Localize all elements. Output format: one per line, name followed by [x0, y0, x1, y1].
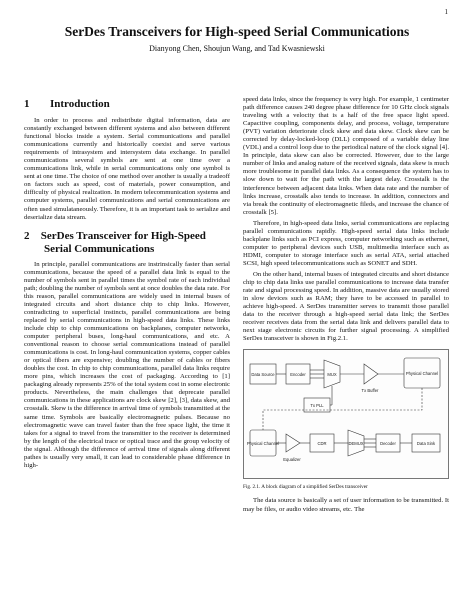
parallel-buses-paragraph: On the other hand, internal buses of integrated circuits and short distance chip to chip data links use parallel communications to increase data transfer rate and signal processing speed. In addition, massive data are usually stored in slow devices such as RAM; they have to be accessed in parallel to achieve high-speed. A SerDes transmitter serves to transmit those parallel data to the receiver through a high-speed serial data link; the SerDes receiver receives data from the serial data link and delivers parallel data to next stage electronic circuits for further signal processing. A simplified SerDes transceiver is shown in Fig.2.1. [243, 270, 449, 343]
tx-pll-label: Tx PLL [310, 403, 324, 409]
section-1-heading [24, 98, 230, 111]
left-column [24, 98, 230, 473]
mux-label: MUX [327, 372, 337, 378]
cdr-label: CDR [317, 441, 327, 447]
section-2-number: 2 [24, 229, 30, 242]
page-number: 1 [444, 8, 448, 16]
section-2-heading [24, 230, 230, 256]
data-source-paragraph: The data source is basically a set of user information to be transmitted. It may be files, or audio video streams, etc. The [243, 497, 449, 513]
equalizer-label: Equalizer [283, 457, 301, 463]
section-2-title-line2: Serial Communications [44, 242, 155, 255]
data-sink-label: Data Sink [416, 441, 436, 447]
demux-label: DEMUX [348, 441, 364, 447]
driver-block [364, 364, 378, 384]
channel-label: Physical Channel [405, 371, 439, 377]
author-list: Dianyong Chen, Shoujun Wang, and Tad Kwasniewski [149, 44, 325, 53]
intro-paragraph: In order to process and redistribute digital information, data are constantly exchanged between different systems and also between different functional blocks inside a system. Serial communications and parallel communications currently and historically coexist and serve various requirements of intrasystem and intersystem data exchange. In parallel communications several symbols are sent at one time over a communications link, while in serial communications only one symbol is sent at one time. The choice of one method over another is usually a tradeoff on factors such as speed, cost of materials, power consumption, and difficulty of physical realization. In modern telecommunication systems and computer systems, parallel communications and serial communications are often used simulataneously. Therefore, it is an important task to serialize and deserialize data stream. [24, 117, 230, 221]
section-1-number: 1 [24, 98, 30, 110]
continued-paragraph: speed data links, since the frequency is very high. For example, 1 centimeter path difference causes 240 degree phase difference for 10 GHz clock signals traveling with a velocity that is a half of the free space light speed. Capacitive coupling, components delay, and process, voltage, temperature (PVT) variation deteriorate clock skew and data skew. Clock skew can be corrected by delay-locked-loop (DLL) composed of a variable delay line (VDL) and a control loop due to the periodical nature of the clock signal [4]. In principle, data skew can also be corrected. However, due to the large number of links and analog nature of the received signals, data skew is much more troublesome in parallel data links. As a consequence the system has to slow down to wait for the path with the largest delay. Crosstalk is the interference between adjacent data links. When data rate and the number of links increase, crosstalk also tends to increase. In addition, connectors and via break the continuity of electromagnetic fileds, and increase the chance of crosstalk [5]. [243, 96, 449, 216]
right-column [243, 96, 449, 517]
serial-links-paragraph: Therefore, in high-speed data links, serial communications are replacing parallel communications rapidly. High-speed serial data links include backplane links such as PCI express, computer networking such as ethernet, computer to peripheral devices such USB, multimedia interface such as HDMI, computer to storage interface such as serial ATA, serial attached SCSI, high speed telecommunications such as SONET and SDH. [243, 219, 449, 267]
decoder-label: Decoder [380, 441, 396, 447]
driver-label: Tx Buffer [361, 388, 379, 394]
equalizer-block [286, 434, 300, 452]
section-2-paragraph: In principle, parallel communications are instrinsically faster than serial communications, because the speed of a parallel data link is equal to the number of symbols sent in parallel times the symbol rate of each individual path; doubling the number of symbols sent at once doubles the data rate. For this reason, parallel communications are widely used in internal buses of integrated circuits and short distance chip to chip links. However, contradicting to superficial instincts, parallel communications are being replaced by serial communications in high-speed data links. These links include chip to chip communications on backplanes, computer networks, computer peripheral buses, long-haul communications, and etc. A conventional reason to choose serial communications instead of parallel communications is cost. In long-haul communication systems, copper cables or optical fibers are expensive; doubling the number of cables or fibers doubles the cost. In chip to chip communications, parallel data links require more pins, which increases the cost of packaging. According to [1] packaging already represents 25% of the total system cost in some electronic products. Nevertheless, the main challenges that deprecate parallel communications in these applications are clock skew [2], [3], data skew, and crosstalk. Skew is the difference in arrival time of symbols transmitted at the same time. Symbols are basically electromagnetic pulses. Because no electromagnetic wave can travel faster than the free space light, the time it takes for a signal to travel from the transmitter to the receiver is determined by the length of the electrical trace or optical trace and the group velocity of the signal. Although the difference of arrival time of signals along different pathes is usually very small, it can lead to considerable phase difference in high- [24, 260, 230, 469]
rx-channel-label: Physical Channel [246, 441, 280, 447]
section-1-title: Introduction [50, 98, 110, 110]
block-diagram-svg [244, 350, 448, 478]
encoder-label: Encoder [290, 372, 306, 378]
data-source-label: Data Source [251, 372, 275, 378]
serdes-block-diagram [243, 349, 449, 479]
figure-caption: Fig. 2.1. A block diagram of a simplified SerDes transceiver [243, 484, 368, 491]
section-2-title-line1: SerDes Transceiver for High-Speed [40, 229, 206, 242]
paper-title: SerDes Transceivers for High-speed Serial Communications [64, 24, 410, 39]
